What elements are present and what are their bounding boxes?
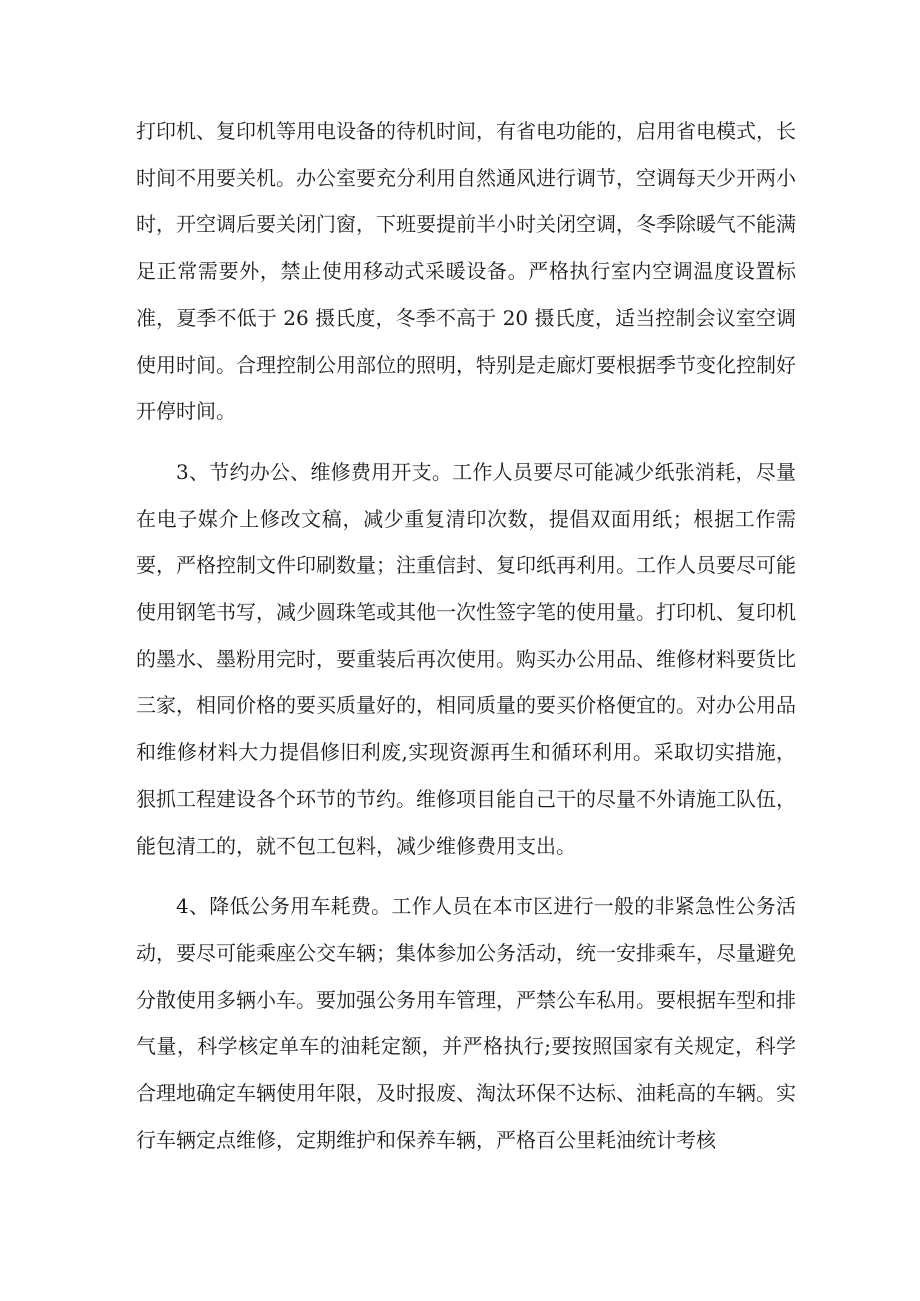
paragraph-official-vehicle-costs: 4、降低公务用车耗费。工作人员在本市区进行一般的非紧急性公务活动，要尽可能乘座公交车辆；集体参加公务活动，统一安排乘车，尽量避免分散使用多辆小车。要加强公务用车管理，严禁公车私用。要根据车型和排气量，科学核定单车的油耗定额，并严格执行;要按照国家有关规定，科学合理地确定车辆使用年限，及时报废、淘汰环保不达标、油耗高的车辆。实行车辆定点维修，定期维护和保养车辆，严格百公里耗油统计考核 [136, 894, 796, 1152]
document-body [136, 108, 796, 1177]
paragraph-office-maintenance-costs: 3、节约办公、维修费用开支。工作人员要尽可能减少纸张消耗，尽量在电子媒介上修改文稿，减少重复清印次数，提倡双面用纸；根据工作需要，严格控制文件印刷数量；注重信封、复印纸再利用。工作人员要尽可能使用钢笔书写，减少圆珠笔或其他一次性签字笔的使用量。打印机、复印机的墨水、墨粉用完时，要重装后再次使用。购买办公用品、维修材料要货比三家，相同价格的要买质量好的，相同质量的要买价格便宜的。对办公用品和维修材料大力提倡修旧利废,实现资源再生和循环利用。采取切实措施，狠抓工程建设各个环节的节约。维修项目能自己干的尽量不外请施工队伍，能包清工的，就不包工包料，减少维修费用支出。 [136, 459, 796, 858]
paragraph-energy-saving: 打印机、复印机等用电设备的待机时间，有省电功能的，启用省电模式，长时间不用要关机。办公室要充分利用自然通风进行调节，空调每天少开两小时，开空调后要关闭门窗，下班要提前半小时关闭空调，冬季除暖气不能满足正常需要外，禁止使用移动式采暖设备。严格执行室内空调温度设置标准，夏季不低于 26 摄氏度，冬季不高于 20 摄氏度，适当控制会议室空调使用时间。合理控制公用部位的照明，特别是走廊灯要根据季节变化控制好开停时间。 [136, 119, 796, 424]
